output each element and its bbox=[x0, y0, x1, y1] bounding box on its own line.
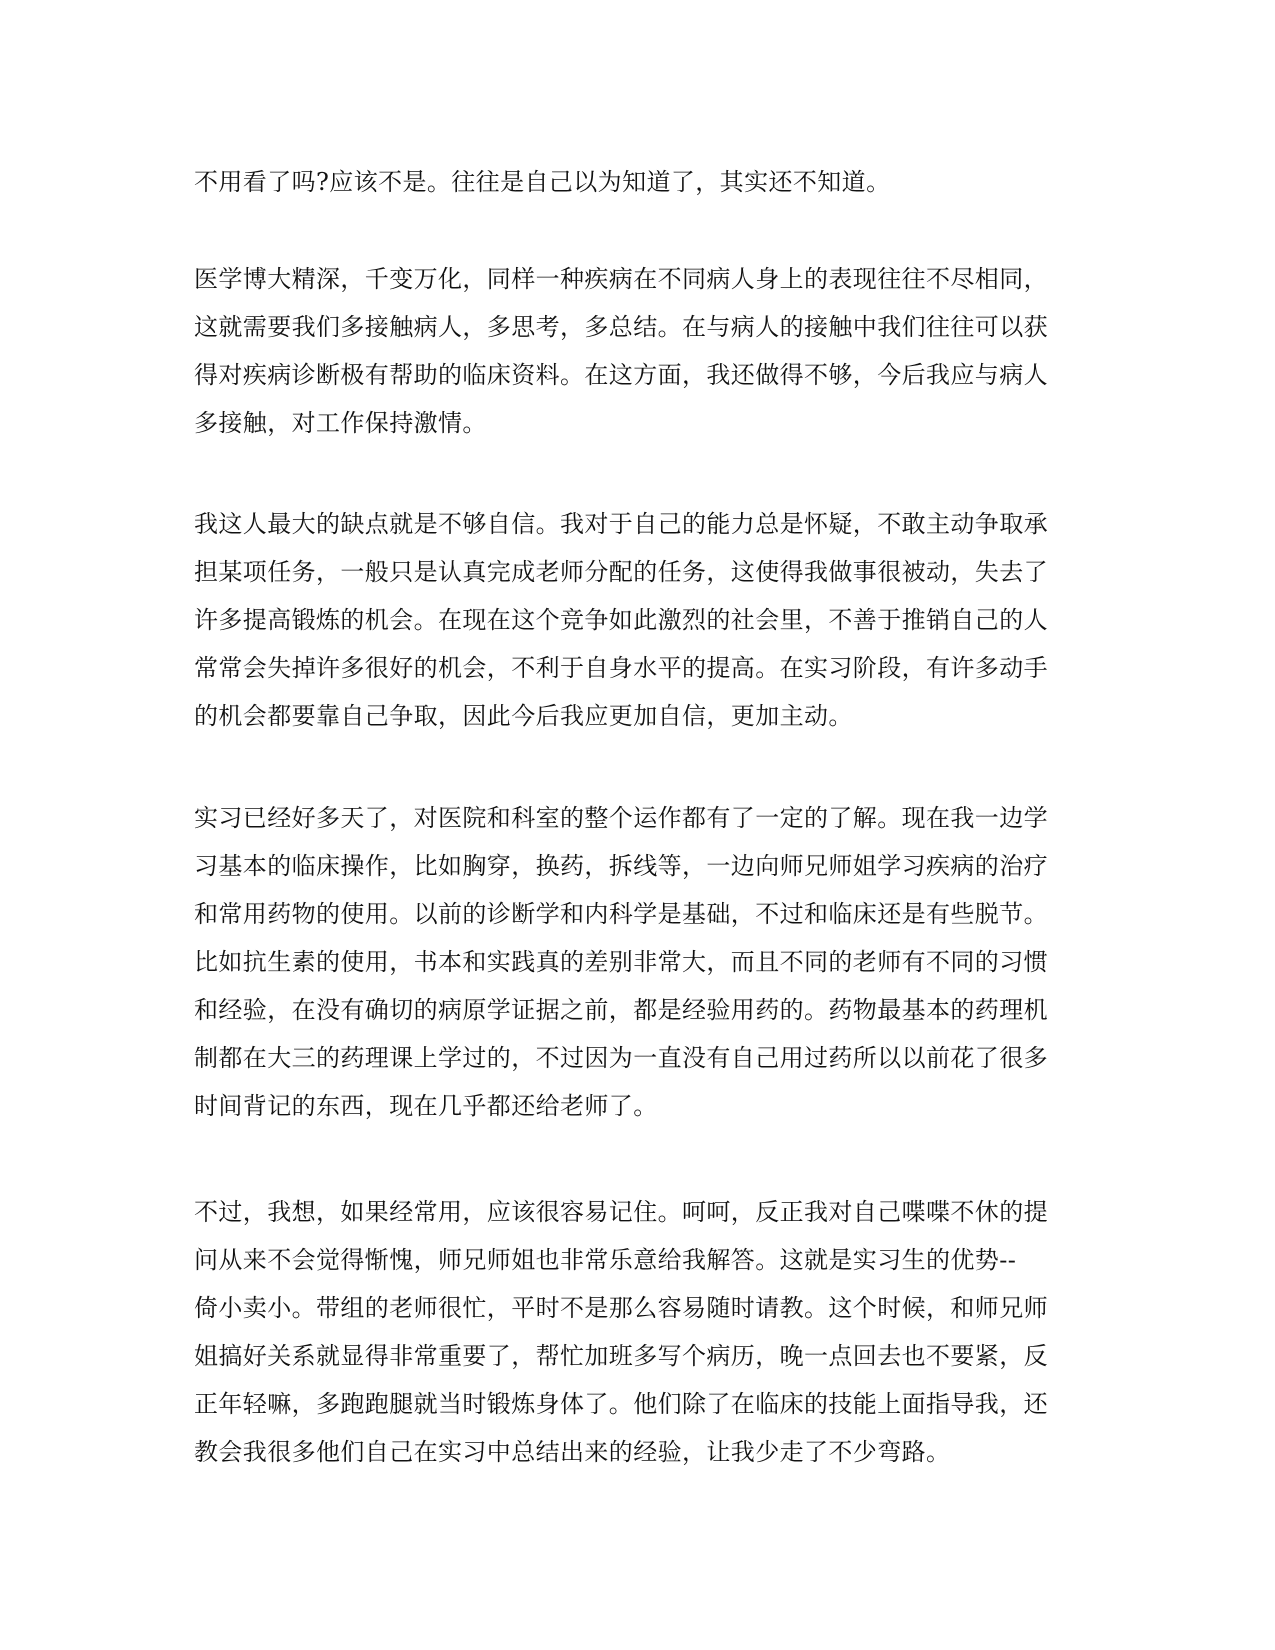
text-line: 正年轻嘛，多跑跑腿就当时锻炼身体了。他们除了在临床的技能上面指导我，还 bbox=[194, 1390, 1048, 1418]
text-line: 得对疾病诊断极有帮助的临床资料。在这方面，我还做得不够，今后我应与病人 bbox=[194, 361, 1048, 389]
text-line: 这就需要我们多接触病人，多思考，多总结。在与病人的接触中我们往往可以获 bbox=[194, 313, 1048, 341]
text-line: 不过，我想，如果经常用，应该很容易记住。呵呵，反正我对自己喋喋不休的提 bbox=[194, 1198, 1048, 1226]
text-line: 姐搞好关系就显得非常重要了，帮忙加班多写个病历，晚一点回去也不要紧，反 bbox=[194, 1342, 1048, 1370]
paragraph-2 bbox=[194, 255, 1074, 447]
text-line: 比如抗生素的使用，书本和实践真的差别非常大，而且不同的老师有不同的习惯 bbox=[194, 948, 1048, 976]
paragraph-5 bbox=[194, 1188, 1074, 1476]
text-line: 不用看了吗?应该不是。往往是自己以为知道了，其实还不知道。 bbox=[194, 168, 891, 196]
paragraph-1 bbox=[194, 158, 1074, 206]
text-line: 我这人最大的缺点就是不够自信。我对于自己的能力总是怀疑，不敢主动争取承 bbox=[194, 510, 1048, 538]
text-line: 和经验，在没有确切的病原学证据之前，都是经验用药的。药物最基本的药理机 bbox=[194, 996, 1048, 1024]
text-line: 许多提高锻炼的机会。在现在这个竞争如此激烈的社会里，不善于推销自己的人 bbox=[194, 606, 1048, 634]
text-line: 实习已经好多天了，对医院和科室的整个运作都有了一定的了解。现在我一边学 bbox=[194, 804, 1048, 832]
paragraph-4 bbox=[194, 794, 1074, 1130]
text-line: 问从来不会觉得惭愧，师兄师姐也非常乐意给我解答。这就是实习生的优势-- bbox=[194, 1246, 1017, 1274]
text-line: 医学博大精深，千变万化，同样一种疾病在不同病人身上的表现往往不尽相同， bbox=[194, 265, 1048, 293]
text-line: 倚小卖小。带组的老师很忙，平时不是那么容易随时请教。这个时候，和师兄师 bbox=[194, 1294, 1048, 1322]
text-line: 时间背记的东西，现在几乎都还给老师了。 bbox=[194, 1092, 658, 1120]
text-line: 和常用药物的使用。以前的诊断学和内科学是基础，不过和临床还是有些脱节。 bbox=[194, 900, 1048, 928]
text-line: 的机会都要靠自己争取，因此今后我应更加自信，更加主动。 bbox=[194, 702, 853, 730]
text-line: 担某项任务，一般只是认真完成老师分配的任务，这使得我做事很被动，失去了 bbox=[194, 558, 1048, 586]
text-line: 习基本的临床操作，比如胸穿，换药，拆线等，一边向师兄师姐学习疾病的治疗 bbox=[194, 852, 1048, 880]
text-line: 多接触，对工作保持激情。 bbox=[194, 409, 487, 437]
text-line: 制都在大三的药理课上学过的，不过因为一直没有自己用过药所以以前花了很多 bbox=[194, 1044, 1048, 1072]
text-line: 教会我很多他们自己在实习中总结出来的经验，让我少走了不少弯路。 bbox=[194, 1438, 951, 1466]
paragraph-3 bbox=[194, 500, 1074, 740]
text-line: 常常会失掉许多很好的机会，不利于自身水平的提高。在实习阶段，有许多动手 bbox=[194, 654, 1048, 682]
